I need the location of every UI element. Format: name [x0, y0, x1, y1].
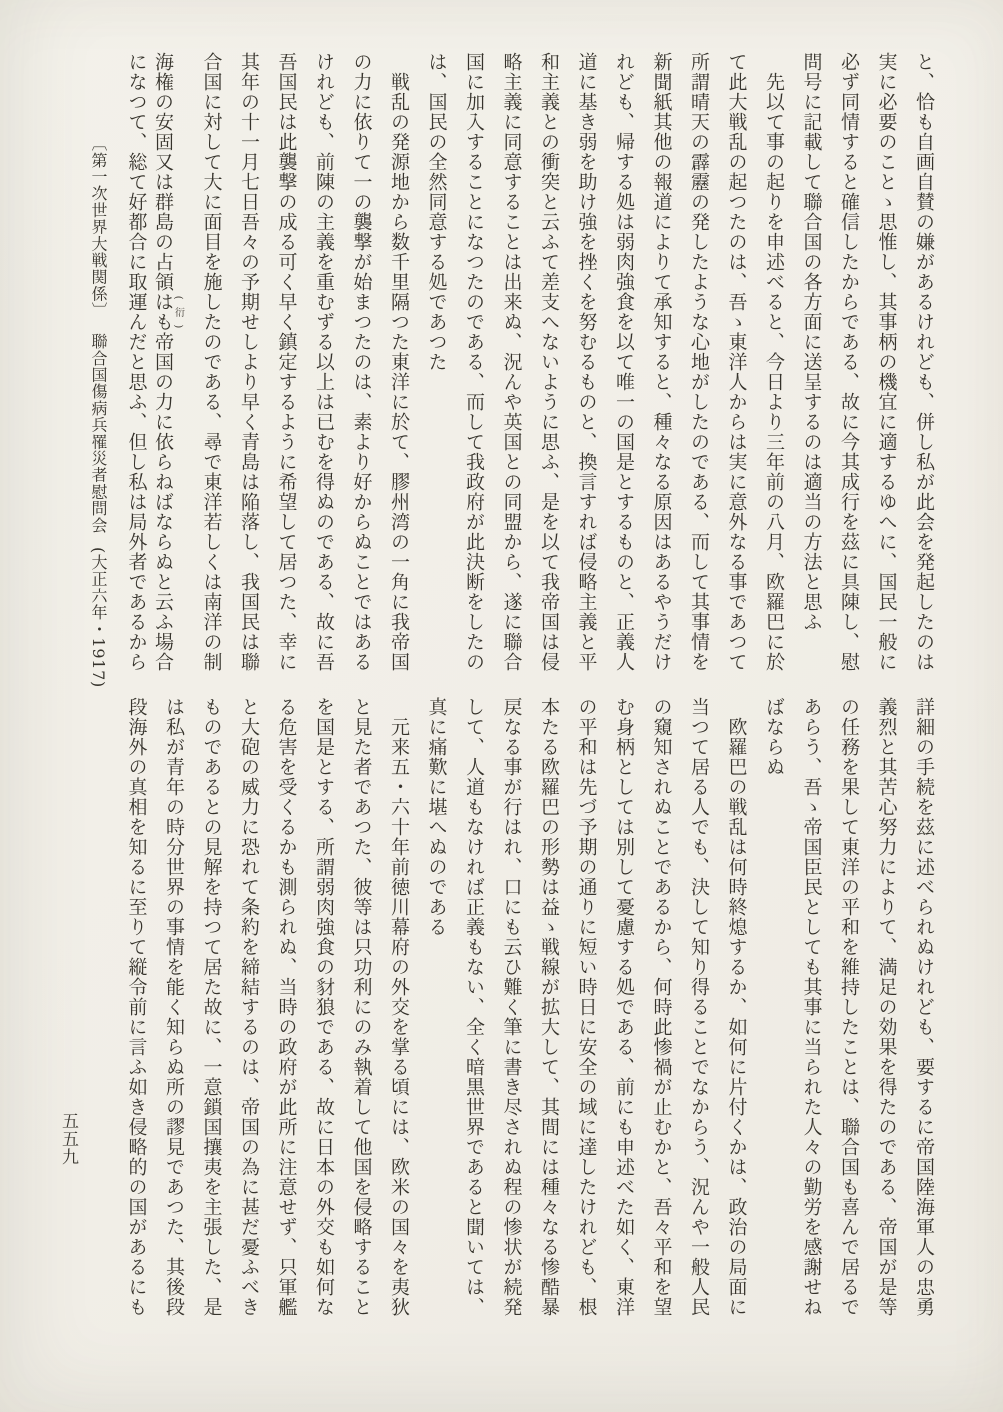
- text-line: 詳細の手続を茲に述べられぬけれども、要するに帝国陸海軍人の忠勇: [913, 697, 935, 1317]
- text-line: 和主義との衝突と云ふて差支へないように思ふ、是を以て我帝国は侵: [538, 52, 560, 672]
- text-line: 道に基き弱を助け強を挫くを努むるものと、換言すれば侵略主義と平: [575, 52, 598, 672]
- section-bracket-label: 〔第一次世界大戦関係〕: [89, 135, 108, 319]
- text-line: 問号に記載して聯合国の各方面に送呈するのは適当の方法と思ふ: [800, 52, 823, 632]
- text-line: して、人道もなければ正義もない、全く暗黒世界であると聞いては、: [463, 697, 485, 1317]
- text-line: 国に加入することになつたのである、而して我政府が此決断をしたの: [463, 52, 485, 672]
- erratum-note: (衍): [172, 292, 184, 332]
- text-line: て此大戦乱の起つたのは、吾ゝ東洋人からは実に意外なる事であつて: [725, 52, 748, 672]
- text-line: と大砲の威力に恐れて条約を締結するのは、帝国の為に甚だ憂ふべき: [238, 697, 260, 1317]
- text-line: 実に必要のことゝ思惟し、其事柄の機宜に適するゆへに、国民一般に: [875, 52, 898, 672]
- text-line: 真に痛歎に堪へぬのである: [425, 697, 448, 937]
- text-line: は私が青年の時分世界の事情を能く知らぬ所の謬見であつた、其後段: [163, 697, 185, 1317]
- document-title-text: 聯合国傷病兵罹災者慰問会: [89, 332, 108, 534]
- text-line: る危害を受くるかも測られぬ、当時の政府が此所に注意せず、只軍艦: [275, 697, 298, 1317]
- text-line: 新聞紙其他の報道によりて承知すると、種々なる原因はあるやうだけ: [650, 52, 673, 672]
- text-line: の平和は先づ予期の通りに短い時日に安全の域に達したけれども、根: [575, 697, 598, 1317]
- text-line: 義烈と其苦心努力によりて、満足の効果を得たのである、帝国が是等: [875, 697, 898, 1317]
- text-line: 必ず同情すると確信したからである、故に今其成行を茲に具陳し、慰: [838, 52, 860, 672]
- text-line: ものであるとの見解を持つて居た故に、一意鎖国攘夷を主張した、是: [200, 697, 223, 1317]
- text-line: と、恰も自画自賛の嫌があるけれども、併し私が此会を発起したのは: [913, 52, 935, 672]
- bottom-register: [108, 697, 933, 1329]
- line-text: 帝国の力に依らねばならぬと云ふ場合: [152, 332, 174, 672]
- text-line: 其年の十一月七日吾々の予期せしより早く青島は陥落し、我国民は聯: [238, 52, 260, 672]
- text-line: れども、帰する処は弱肉強食を以て唯一の国是とするものと、正義人: [613, 52, 635, 672]
- page-number: 五五九: [58, 1112, 78, 1166]
- text-line-with-erratum: [152, 52, 184, 684]
- erratum-base-text: はも: [152, 292, 174, 332]
- text-line: 元来五・六十年前徳川幕府の外交を掌る頃には、欧米の国々を夷狄: [388, 717, 410, 1317]
- line-text: 海権の安固又は群島の占領: [152, 52, 174, 292]
- text-line: 当つて居る人でも、決して知り得ることでなからう、況んや一般人民: [688, 697, 710, 1317]
- top-register: [70, 52, 935, 689]
- text-line: を国是とする、所謂弱肉強食の豺狼である、故に日本の外交も如何な: [313, 697, 335, 1317]
- text-line: 略主義に同意することは出来ぬ、況んや英国との同盟から、遂に聯合: [500, 52, 523, 672]
- text-line: 欧羅巴の戦乱は何時終熄するか、如何に片付くかは、政治の局面に: [725, 717, 748, 1317]
- text-line: は、国民の全然同意する処であつた: [425, 52, 448, 372]
- text-line: 本たる欧羅巴の形勢は益ゝ戦線が拡大して、其間には種々なる惨酷暴: [538, 697, 560, 1317]
- document-date: (大正六年・1917): [89, 547, 108, 689]
- text-line: 所謂晴天の霹靂の発したような心地がしたのである、而して其事情を: [688, 52, 710, 672]
- text-line: あらう、吾ゝ帝国臣民としても其事に当られた人々の勤労を感謝せね: [800, 697, 823, 1317]
- text-line: 吾国民は此襲撃の成る可く早く鎮定するように希望して居つた、幸に: [275, 52, 298, 672]
- text-line: 戻なる事が行はれ、口にも云ひ難く筆に書き尽されぬ程の惨状が続発: [500, 697, 523, 1317]
- text-line: 段海外の真相を知るに至りて縦令前に言ふ如き侵略的の国があるにも: [125, 697, 148, 1317]
- document-title: [88, 52, 108, 689]
- text-line: の窺知されぬことであるから、何時此惨禍が止むかと、吾々平和を望: [650, 697, 673, 1317]
- text-line: になつて、総て好都合に取運んだと思ふ、但し私は局外者であるから: [125, 52, 148, 672]
- text-line: 合国に対して大に面目を施したのである、尋で東洋若しくは南洋の制: [200, 52, 223, 672]
- text-line: 戦乱の発源地から数千里隔つた東洋に於て、膠州湾の一角に我帝国: [388, 72, 410, 672]
- text-line: の力に依りて一の襲撃が始まつたのは、素より好からぬことではある: [350, 52, 373, 672]
- erratum-annotation: [152, 292, 184, 332]
- text-line: む身柄としては別して憂慮する処である、前にも申述べた如く、東洋: [613, 697, 635, 1317]
- text-line: の任務を果して東洋の平和を維持したことは、聯合国も喜んで居るで: [838, 697, 860, 1317]
- text-line: ばならぬ: [763, 697, 785, 777]
- text-line: と見た者であつた、彼等は只功利にのみ執着して他国を侵略すること: [350, 697, 373, 1317]
- text-line: 先以て事の起りを申述べると、今日より三年前の八月、欧羅巴に於: [763, 72, 785, 672]
- text-line: けれども、前陳の主義を重むずる以上は已むを得ぬのである、故に吾: [313, 52, 335, 672]
